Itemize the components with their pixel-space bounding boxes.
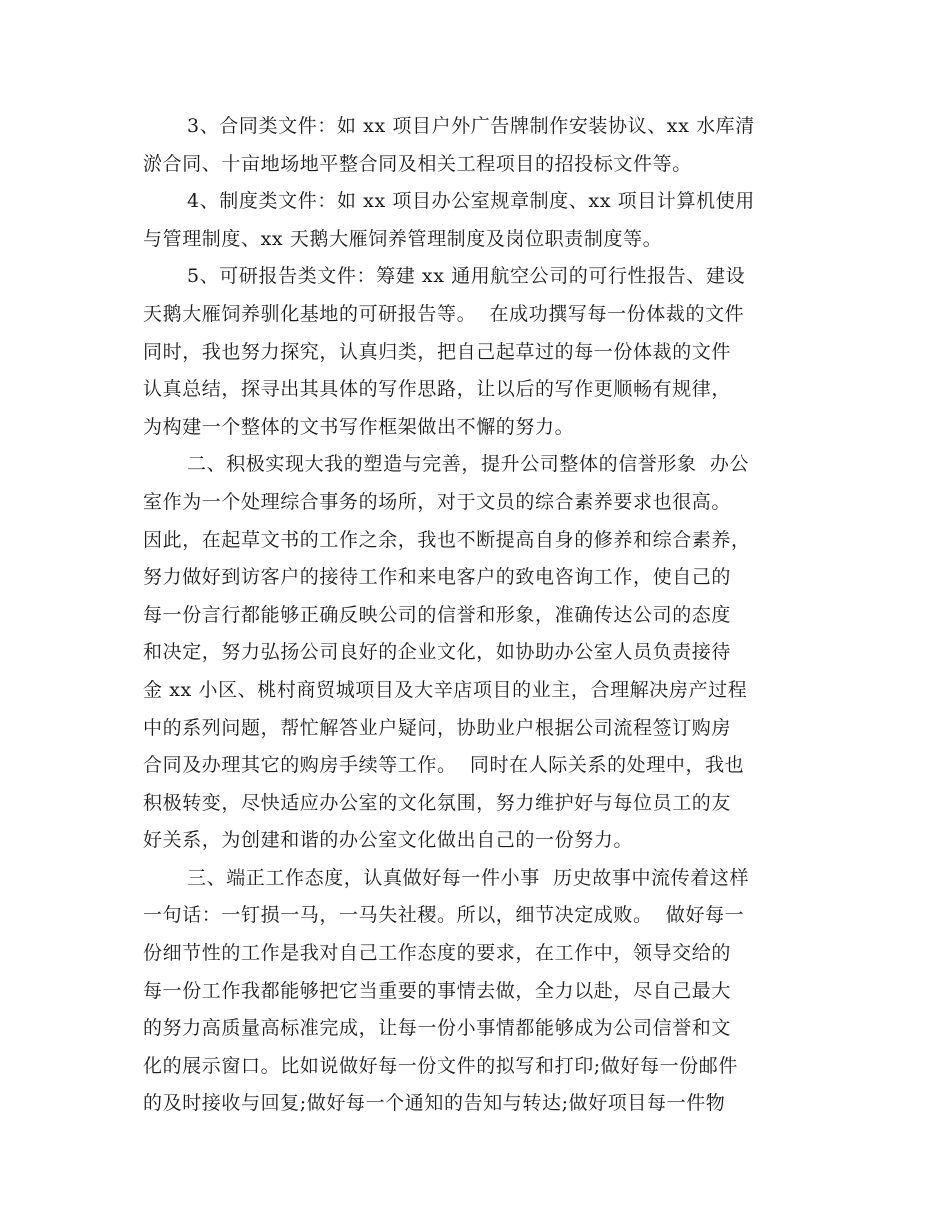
paragraph-line: 与管理制度、xx 天鹅大雁饲养管理制度及岗位职责制度等。 <box>143 227 663 250</box>
paragraph-line: 淤合同、十亩地场地平整合同及相关工程项目的招投标文件等。 <box>143 152 692 175</box>
paragraph-line: 认真总结，探寻出其具体的写作思路，让以后的写作更顺畅有规律， <box>143 378 732 401</box>
paragraph-line: 好关系，为创建和谐的办公室文化做出自己的一份努力。 <box>143 829 634 852</box>
paragraph-line: 4、制度类文件：如 xx 项目办公室规章制度、xx 项目计算机使用 <box>187 190 755 213</box>
paragraph-line: 化的展示窗口。比如说做好每一份文件的拟写和打印;做好每一份邮件 <box>143 1054 739 1077</box>
paragraph-line: 金 xx 小区、桃村商贸城项目及大辛店项目的业主，合理解决房产过程 <box>143 678 748 701</box>
paragraph-line: 3、合同类文件：如 xx 项目户外广告牌制作安装协议、xx 水库清 <box>187 115 755 137</box>
paragraph-line: 的及时接收与回复;做好每一个通知的告知与转达;做好项目每一件物 <box>143 1092 726 1115</box>
paragraph-line: 三、端正工作态度，认真做好每一件小事 历史故事中流传着这样 <box>187 866 750 889</box>
paragraph-line: 和决定，努力弘扬公司良好的企业文化，如协助办公室人员负责接待 <box>143 641 732 664</box>
paragraph-line: 室作为一个处理综合事务的场所，对于文员的综合素养要求也很高。 <box>143 490 732 513</box>
paragraph-line: 合同及办理其它的购房手续等工作。 同时在人际关系的处理中，我也 <box>143 754 745 777</box>
paragraph-line: 的努力高质量高标准完成，让每一份小事情都能够成为公司信誉和文 <box>143 1017 732 1040</box>
paragraph-line: 因此，在起草文书的工作之余，我也不断提高自身的修养和综合素养， <box>143 528 751 551</box>
paragraph-line: 积极转变，尽快适应办公室的文化氛围，努力维护好与每位员工的友 <box>143 791 732 814</box>
paragraph-line: 二、积极实现大我的塑造与完善，提升公司整体的信誉形象 办公 <box>187 453 750 476</box>
paragraph-line: 5、可研报告类文件：筹建 xx 通用航空公司的可行性报告、建设 <box>187 265 746 288</box>
paragraph-line: 努力做好到访客户的接待工作和来电客户的致电咨询工作，使自己的 <box>143 566 732 589</box>
paragraph-line: 份细节性的工作是我对自己工作态度的要求，在工作中，领导交给的 <box>143 942 732 965</box>
paragraph-line: 中的系列问题，帮忙解答业户疑问，协助业户根据公司流程签订购房 <box>143 716 732 739</box>
paragraph-line: 天鹅大雁饲养驯化基地的可研报告等。 在成功撰写每一份体裁的文件 <box>143 302 745 325</box>
paragraph-line: 同时，我也努力探究，认真归类，把自己起草过的每一份体裁的文件 <box>143 340 732 363</box>
paragraph-line: 为构建一个整体的文书写作框架做出不懈的努力。 <box>143 415 575 438</box>
paragraph-line: 一句话：一钉损一马，一马失社稷。所以，细节决定成败。 做好每一 <box>143 904 745 927</box>
document-body <box>143 108 813 1123</box>
paragraph-line: 每一份工作我都能够把它当重要的事情去做，全力以赴，尽自己最大 <box>143 979 732 1002</box>
paragraph-line: 每一份言行都能够正确反映公司的信誉和形象，准确传达公司的态度 <box>143 603 732 626</box>
